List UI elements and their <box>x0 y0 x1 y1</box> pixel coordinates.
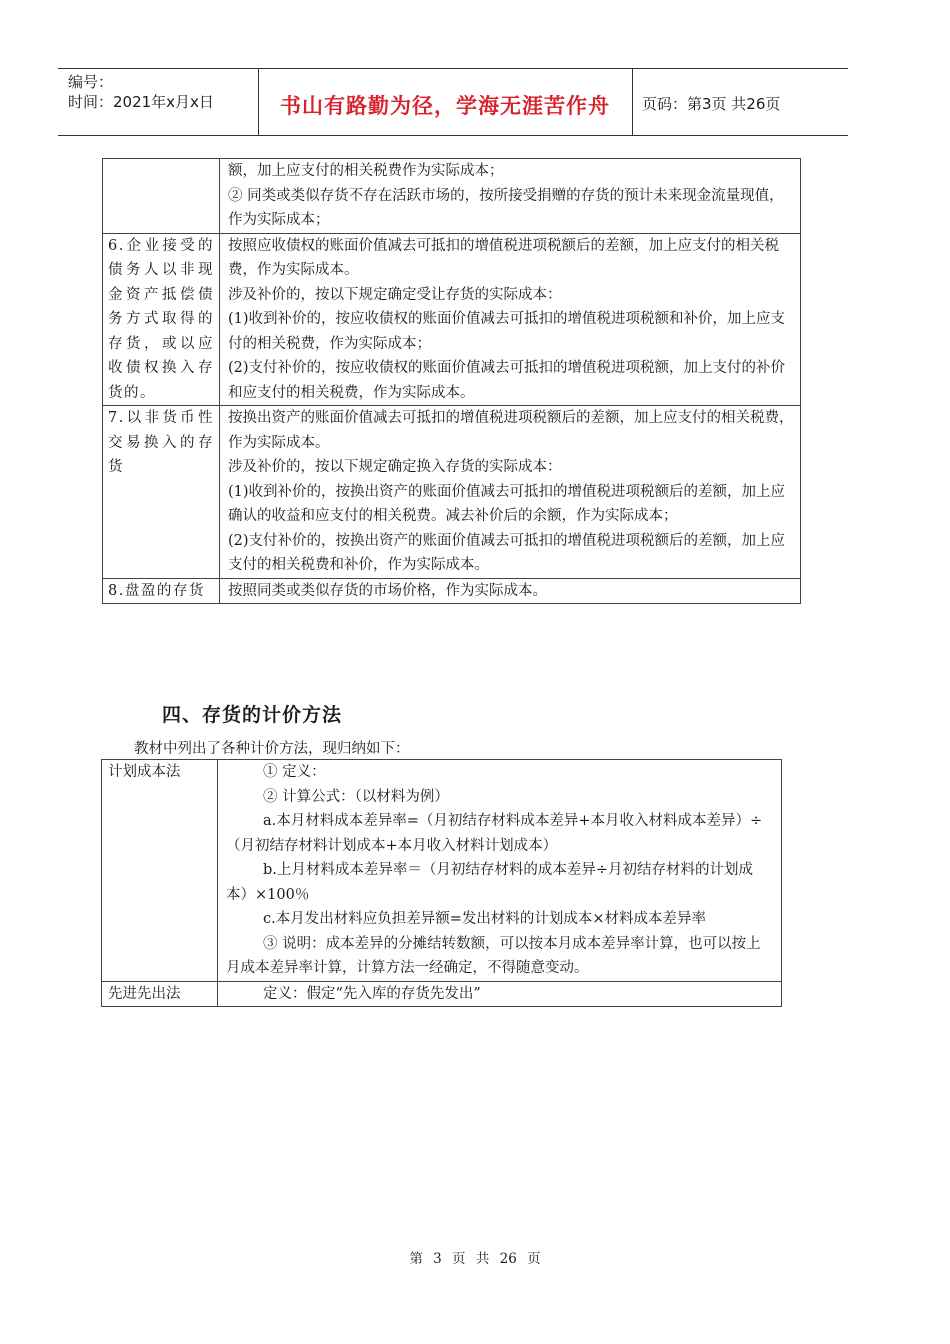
header-page-number: 页码：第3页 共26页 <box>642 95 781 113</box>
header-bottom-rule <box>58 135 848 136</box>
section-intro: 教材中列出了各种计价方法，现归纳如下： <box>134 741 410 757</box>
method-name: 计划成本法 <box>102 760 218 982</box>
valuation-methods-table <box>101 759 782 1007</box>
inventory-cost-table <box>102 158 801 604</box>
page-footer: 第 3 页 共 26 页 <box>409 1251 541 1267</box>
header-meta <box>68 72 214 112</box>
row-label <box>103 159 220 234</box>
row-content: 按照应收债权的账面价值减去可抵扣的增值税进项税额后的差额，加上应支付的相关税费，作为实际成本。 涉及补价的，按以下规定确定受让存货的实际成本： (1)收到补价的，按应收债权的账面价值减去可抵扣的增值税进项税额和补价，加上应支付的相关税费，作为实际成本； (2)支付补价的，按应收债权的账面价值减去可抵扣的增值税进项税额，加上支付的补价和应支付的相关税费，作为实际成本。 <box>220 233 801 406</box>
time-label: 时间：2021年x月x日 <box>68 93 214 111</box>
table-row <box>103 159 801 234</box>
row-content: 额，加上应支付的相关税费作为实际成本； ② 同类或类似存货不存在活跃市场的，按所接受捐赠的存货的预计未来现金流量现值，作为实际成本； <box>220 159 801 234</box>
row-content: 按换出资产的账面价值减去可抵扣的增值税进项税额后的差额，加上应支付的相关税费，作为实际成本。 涉及补价的，按以下规定确定换入存货的实际成本： (1)收到补价的，按换出资产的账面价值减去可抵扣的增值税进项税额后的差额，加上应确认的收益和应支付的相关税费。减去补价后的余额，作为实际成本； (2)支付补价的，按换出资产的账面价值减去可抵扣的增值税进项税额后的差额，加上应支付的相关税费和补价，作为实际成本。 <box>220 406 801 579</box>
number-label: 编号： <box>68 73 114 91</box>
table-row <box>103 578 801 604</box>
header-motto: 书山有路勤为径，学海无涯苦作舟 <box>280 94 610 118</box>
header-divider <box>632 68 633 136</box>
method-name: 先进先出法 <box>102 981 218 1007</box>
table-row <box>103 233 801 406</box>
section-title: 四、存货的计价方法 <box>162 704 343 726</box>
method-description: 定义：假定“先入库的存货先发出” <box>218 981 782 1007</box>
row-label: 6.企业接受的债务人以非现金资产抵偿债务方式取得的存货，或以应收债权换入存货的。 <box>103 233 220 406</box>
table-row <box>102 981 782 1007</box>
table-row <box>103 406 801 579</box>
header-top-rule <box>58 68 848 69</box>
row-label: 8.盘盈的存货 <box>103 578 220 604</box>
row-label: 7.以非货币性交易换入的存货 <box>103 406 220 579</box>
row-content: 按照同类或类似存货的市场价格，作为实际成本。 <box>220 578 801 604</box>
table-row <box>102 760 782 982</box>
method-description: ① 定义： ② 计算公式：（以材料为例） a.本月材料成本差异率=（月初结存材料成本差异+本月收入材料成本差异）÷（月初结存材料计划成本+本月收入材料计划成本） b.上月材料成本差异率＝（月初结存材料的成本差异÷月初结存材料的计划成本）×100％ c.本月发出材料应负担差异额=发出材料的计划成本×材料成本差异率 ③ 说明：成本差异的分摊结转数额，可以按本月成本差异率计算，也可以按上月成本差异率计算，计算方法一经确定，不得随意变动。 <box>218 760 782 982</box>
